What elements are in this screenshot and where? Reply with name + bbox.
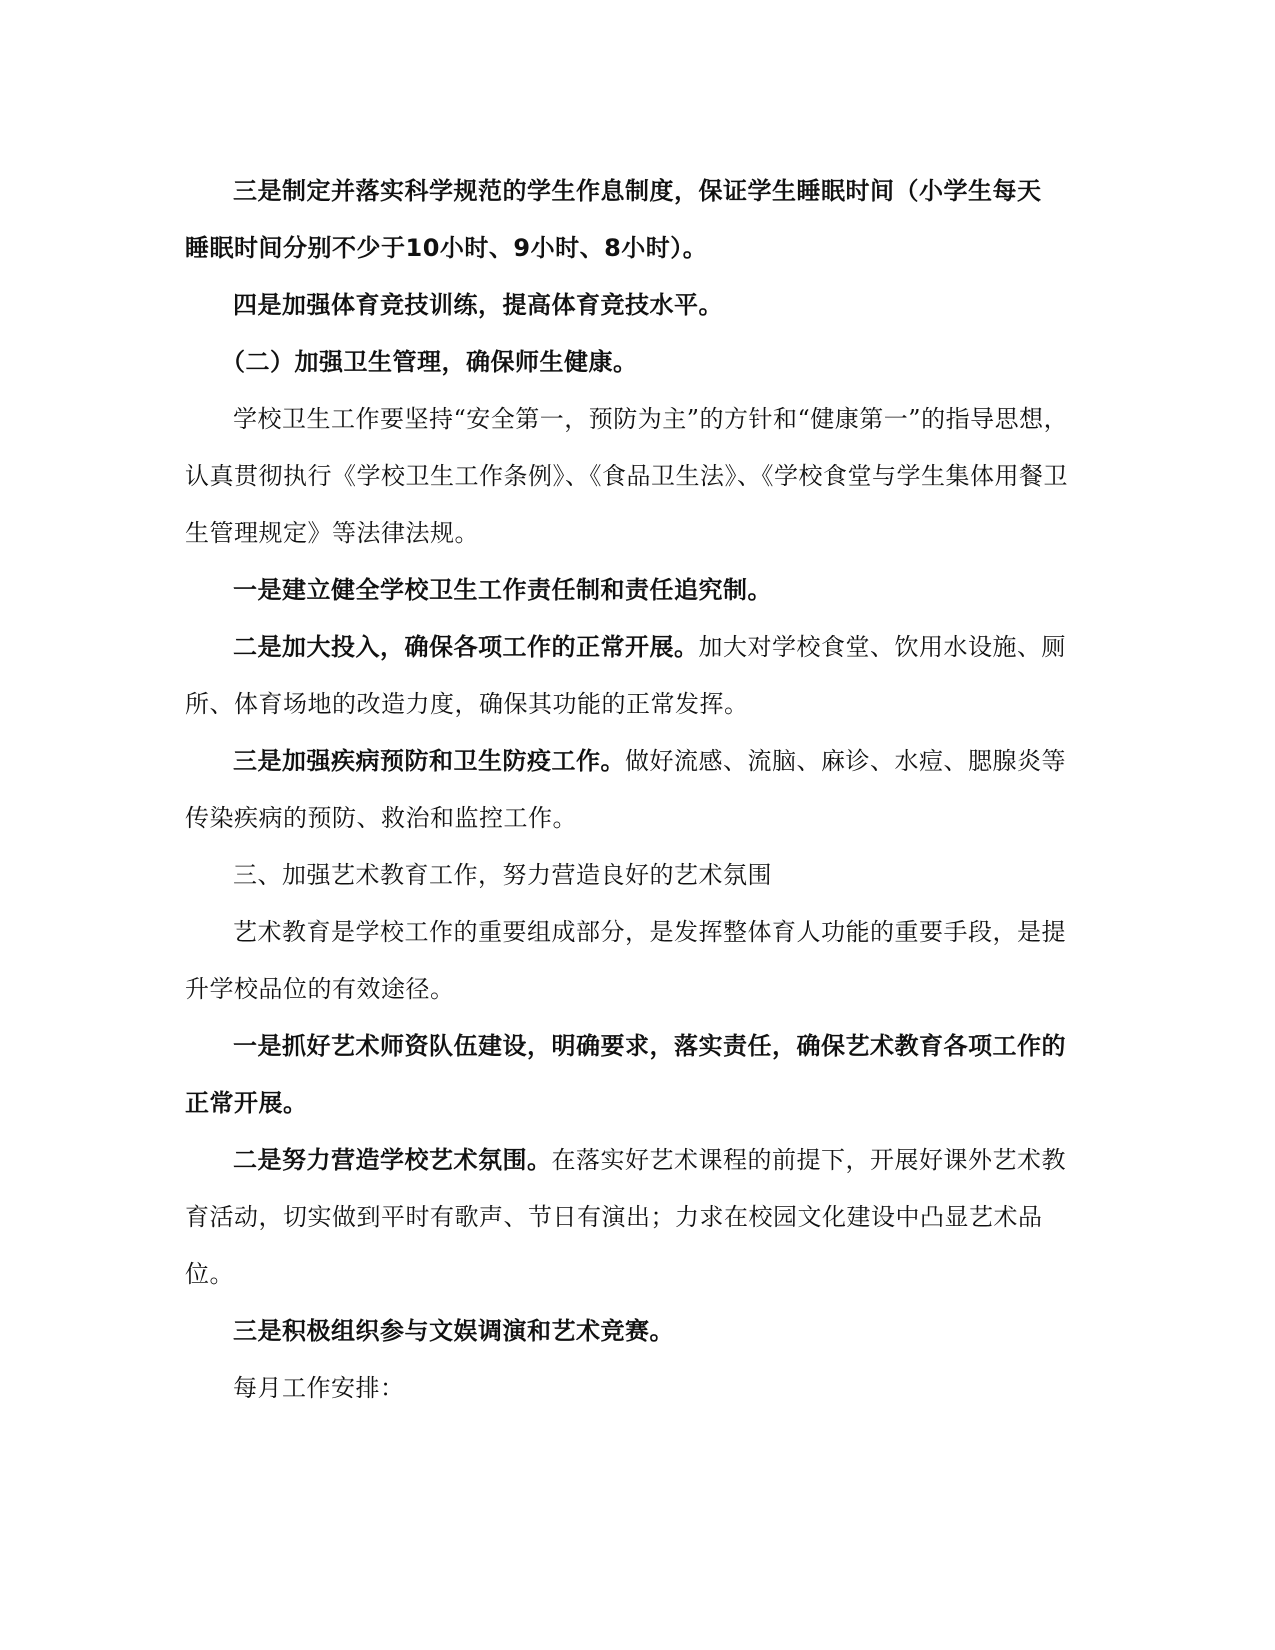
paragraph-responsibility xyxy=(185,562,1085,619)
paragraph-art-intro xyxy=(185,904,1085,1018)
section-heading-art xyxy=(185,847,1085,904)
paragraph-art-competition xyxy=(185,1303,1085,1360)
paragraph-sports-training-text: 四是加强体育竞技训练，提高体育竞技水平。 xyxy=(233,291,723,319)
paragraph-disease-prevention-text: 做好流感、流脑、麻诊、水痘、腮腺炎等传染疾病的预防、救治和监控工作。 xyxy=(185,747,1066,832)
paragraph-investment xyxy=(185,619,1085,733)
section-heading-art-text: 三、加强艺术教育工作，努力营造良好的艺术氛围 xyxy=(233,861,772,889)
paragraph-disease-prevention-bold: 三是加强疾病预防和卫生防疫工作。 xyxy=(233,747,625,775)
paragraph-rest-schedule xyxy=(185,163,1085,277)
paragraph-responsibility-text: 一是建立健全学校卫生工作责任制和责任追究制。 xyxy=(233,576,772,604)
section-heading-health xyxy=(185,334,1085,391)
paragraph-art-atmosphere-bold: 二是努力营造学校艺术氛围。 xyxy=(233,1146,552,1174)
document-body xyxy=(185,163,1085,1417)
paragraph-health-guidance-text: 学校卫生工作要坚持“安全第一，预防为主”的方针和“健康第一”的指导思想，认真贯彻执行《学校卫生工作条例》、《食品卫生法》、《学校食堂与学生集体用餐卫生管理规定》等法律法规。 xyxy=(185,405,1069,547)
paragraph-rest-schedule-line-1: 三是制定并落实科学规范的学生作息制度，保证学生睡眠时间（小学生每天 xyxy=(233,177,1042,205)
paragraph-rest-schedule-line-2: 睡眠时间分别不少于10小时、9小时、8小时）。 xyxy=(185,234,708,262)
paragraph-disease-prevention xyxy=(185,733,1085,847)
paragraph-art-intro-text: 艺术教育是学校工作的重要组成部分，是发挥整体育人功能的重要手段，是提升学校品位的有效途径。 xyxy=(185,918,1066,1003)
paragraph-sports-training xyxy=(185,277,1085,334)
paragraph-art-atmosphere-text: 在落实好艺术课程的前提下，开展好课外艺术教育活动，切实做到平时有歌声、节日有演出；力求在校园文化建设中凸显艺术品位。 xyxy=(185,1146,1066,1288)
paragraph-health-guidance xyxy=(185,391,1085,562)
paragraph-monthly-plan-text: 每月工作安排： xyxy=(233,1374,405,1402)
paragraph-art-teachers-text: 一是抓好艺术师资队伍建设，明确要求，落实责任，确保艺术教育各项工作的正常开展。 xyxy=(185,1032,1066,1117)
paragraph-art-competition-text: 三是积极组织参与文娱调演和艺术竞赛。 xyxy=(233,1317,674,1345)
section-heading-health-text: （二）加强卫生管理，确保师生健康。 xyxy=(221,348,638,376)
paragraph-monthly-plan xyxy=(185,1360,1085,1417)
paragraph-investment-text: 加大对学校食堂、饮用水设施、厕所、体育场地的改造力度，确保其功能的正常发挥。 xyxy=(185,633,1066,718)
paragraph-art-teachers xyxy=(185,1018,1085,1132)
paragraph-art-atmosphere xyxy=(185,1132,1085,1303)
paragraph-investment-bold: 二是加大投入，确保各项工作的正常开展。 xyxy=(233,633,699,661)
